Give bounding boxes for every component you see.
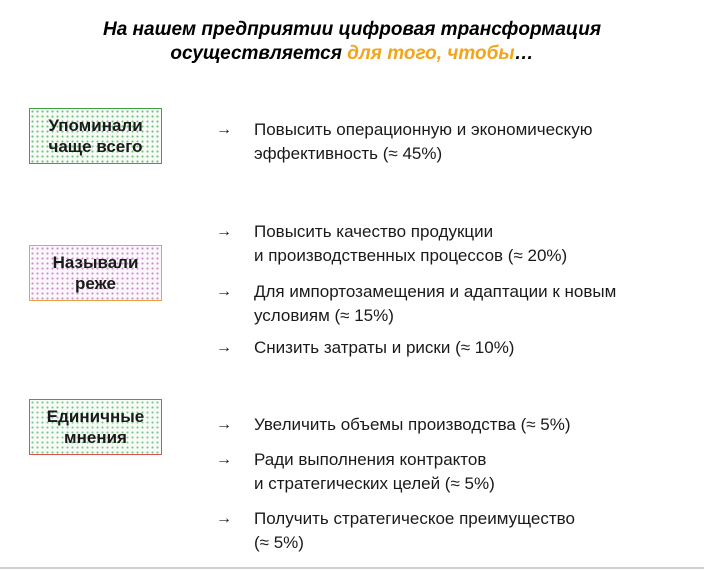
item-text: Увеличить объемы производства (≈ 5%) (254, 415, 571, 434)
title-highlight: для того, чтобы (347, 43, 515, 64)
list-item (216, 118, 696, 166)
title-line-2 (0, 42, 704, 66)
arrow-right-icon: → (216, 510, 232, 527)
title-line-2-suffix: … (514, 43, 534, 64)
arrow-right-icon: → (216, 416, 232, 433)
arrow-right-icon: → (216, 283, 232, 300)
title-line-1: На нашем предприятии цифровая трансформация (102, 19, 602, 40)
list-item (216, 413, 696, 437)
title-line-2-prefix: осуществляется (170, 43, 348, 64)
list-item (216, 507, 696, 555)
tag-label: Называли реже (52, 253, 139, 293)
item-text: Для импортозамещения и адаптации к новым условиям (≈ 15%) (254, 282, 617, 325)
arrow-right-icon: → (216, 339, 232, 356)
arrow-right-icon: → (216, 121, 232, 138)
list-item (216, 336, 696, 360)
item-text: Ради выполнения контрактов и стратегических целей (≈ 5%) (254, 450, 495, 493)
item-text: Повысить операционную и экономическую эффективность (≈ 45%) (254, 120, 593, 163)
tag-mentioned-most (29, 108, 162, 164)
item-text: Снизить затраты и риски (≈ 10%) (254, 338, 515, 357)
item-text: Получить стратегическое преимущество (≈ 5%) (254, 509, 575, 552)
list-item (216, 220, 696, 268)
arrow-right-icon: → (216, 223, 232, 240)
page-title (0, 18, 704, 66)
bottom-divider (0, 567, 704, 569)
list-item (216, 280, 696, 328)
list-item (216, 448, 696, 496)
arrow-right-icon: → (216, 451, 232, 468)
tag-label: Упоминали чаще всего (48, 116, 143, 156)
tag-mentioned-less (29, 245, 162, 301)
tag-single-opinions (29, 399, 162, 455)
tag-label: Единичные мнения (46, 407, 145, 447)
item-text: Повысить качество продукции и производственных процессов (≈ 20%) (254, 222, 568, 265)
